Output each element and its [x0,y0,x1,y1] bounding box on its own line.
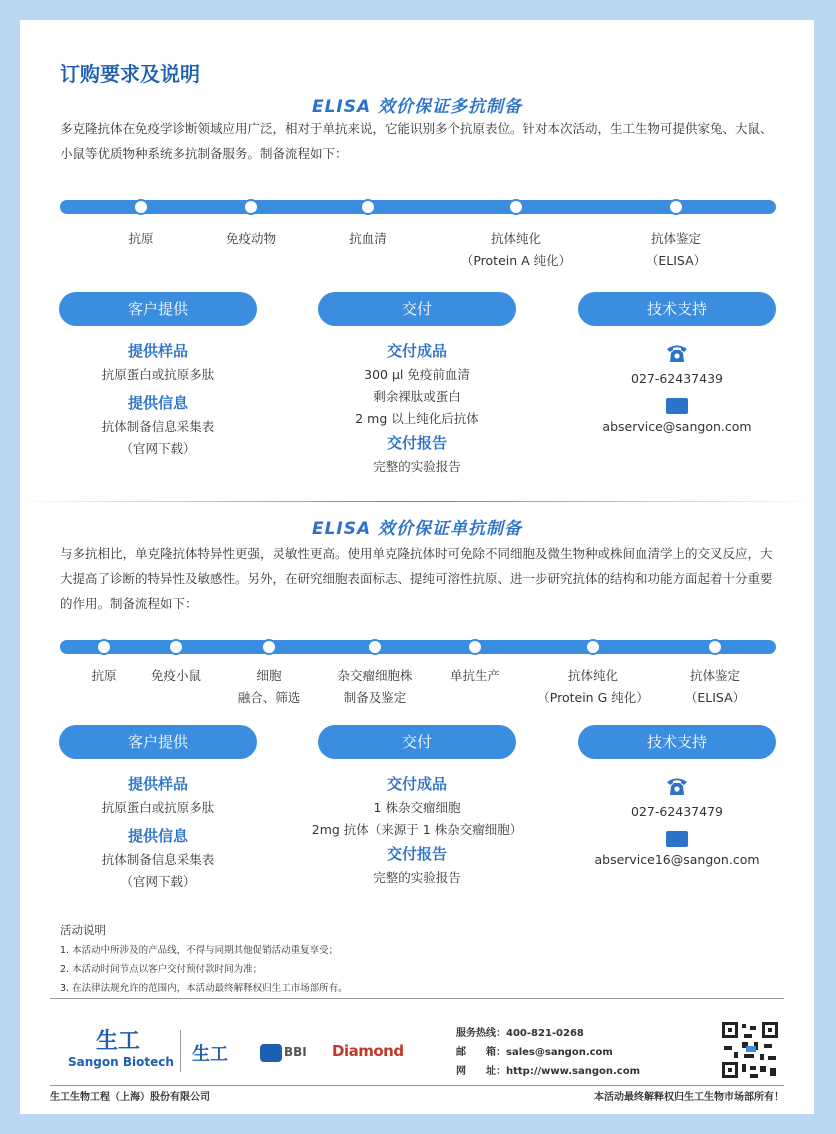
flow-step: 抗体纯化 （Protein A 纯化） [460,231,572,268]
polyclonal-section-title: ELISA 效价保证多抗制备 [311,97,523,117]
delivery-column [298,771,536,889]
flow-dot [668,199,684,215]
column-text: （官网下载） [120,874,196,889]
flow-dot [508,199,524,215]
column-heading: 提供样品 [127,342,188,360]
customer-provide-label: 客户提供 [59,292,257,326]
column-heading: 提供信息 [127,394,188,412]
monoclonal-intro: 与多抗相比，单克隆抗体特异性更强，灵敏性更高。使用单克隆抗体时可免除不同细胞及微生物种或株间血清学上的交叉反应，大大提高了诊断的特异性及敏感性。另外，在研究细胞表面标志、提纯可溶性抗原、进一步研究抗体的结构和功能方面起着十分重要的作用。制备流程如下： [60,546,773,611]
delivery-label: 交付 [318,725,516,759]
flow-step: 抗原 [128,231,154,246]
email-icon [666,831,688,847]
flow-step: 抗血清 [349,231,387,246]
tech-support-column [578,771,776,871]
web-label: 网 址： [456,1066,506,1077]
flow-step: 抗体纯化 （Protein G 纯化） [537,668,649,705]
support-email[interactable]: abservice@sangon.com [602,419,752,434]
column-text: 抗体制备信息采集表 [101,419,215,434]
column-text: 剩余裸肽或蛋白 [373,389,461,404]
footer-email[interactable]: sales@sangon.com [506,1047,613,1058]
flow-step: 抗原 [91,668,117,683]
email-label: 邮 箱： [456,1047,506,1058]
flow-dot [243,199,259,215]
tech-support-label: 技术支持 [578,292,776,326]
flow-step: 杂交瘤细胞株 制备及鉴定 [337,668,413,705]
brand-diamond: Diamond [332,1042,404,1060]
column-heading: 交付报告 [386,434,447,452]
footer-bottom-rule [50,1085,784,1086]
brand-sangon-small: 生工 [192,1044,228,1065]
customer-provide-column [59,771,257,893]
column-text: 抗原蛋白或抗原多肽 [101,367,215,382]
logo-en: Sangon Biotech [68,1055,174,1069]
flow-step: 抗体鉴定 （ELISA） [684,668,746,705]
flow-step: 免疫动物 [225,231,277,246]
notes-title: 活动说明 [60,923,106,937]
email-icon [666,398,688,414]
flow-dot [168,639,184,655]
page-sheet [20,20,814,1114]
qr-code-icon [720,1020,780,1080]
flow-dot [360,199,376,215]
flow-dot [261,639,277,655]
logo-separator [180,1030,181,1072]
footer-website[interactable]: http://www.sangon.com [506,1066,640,1077]
support-phone: 027-62437479 [631,804,723,819]
flow-step: 抗体鉴定 （ELISA） [645,231,707,268]
phone-icon [665,341,689,365]
column-text: 完整的实验报告 [373,459,461,474]
brand-bbi: BBI [284,1045,307,1059]
flow-dot [96,639,112,655]
delivery-label: 交付 [318,292,516,326]
column-heading: 交付报告 [386,845,447,863]
page-title: 订购要求及说明 [60,62,200,86]
customer-provide-label: 客户提供 [59,725,257,759]
activity-notes [60,919,348,998]
sangon-logo [68,1029,174,1070]
note-item: 2. 本活动时间节点以客户交付预付款时间为准； [60,964,263,975]
column-heading: 提供信息 [127,827,188,845]
column-heading: 交付成品 [386,342,447,360]
column-text: 抗原蛋白或抗原多肽 [101,800,215,815]
column-text: 2mg 抗体（来源于 1 株杂交瘤细胞） [311,822,523,837]
support-email[interactable]: abservice16@sangon.com [594,852,760,867]
customer-provide-column [59,338,257,460]
note-item: 1. 本活动中所涉及的产品线，不得与同期其他促销活动重复享受； [60,945,339,956]
delivery-column [318,338,516,478]
flow-dot [133,199,149,215]
flow-step: 细胞 融合、筛选 [237,668,301,705]
tech-support-label: 技术支持 [578,725,776,759]
note-item: 3. 在法律法规允许的范围内，本活动最终解释权归生工市场部所有。 [60,983,348,994]
contact-info [456,1024,640,1081]
tech-support-column [578,338,776,438]
section-divider [20,501,814,502]
company-name: 生工生物工程（上海）股份有限公司 [50,1092,210,1103]
phone-icon [665,774,689,798]
column-text: （官网下载） [120,441,196,456]
flow-step: 单抗生产 [449,668,501,683]
bbi-logo-icon [260,1044,282,1062]
support-phone: 027-62437439 [631,371,723,386]
flow-dot [367,639,383,655]
flow-dot [585,639,601,655]
footer-top-rule [50,998,784,999]
flow-dot [707,639,723,655]
rights-statement: 本活动最终解释权归生工生物市场部所有！ [594,1092,784,1103]
logo-cn: 生工 [95,1029,140,1054]
column-text: 1 株杂交瘤细胞 [373,800,461,815]
service-hotline: 服务热线：400-821-0268 [456,1028,584,1039]
flow-step: 免疫小鼠 [150,668,202,683]
column-heading: 提供样品 [127,775,188,793]
polyclonal-intro: 多克隆抗体在免疫学诊断领域应用广泛，相对于单抗来说，它能识别多个抗原表位。针对本次活动，生工生物可提供家兔、大鼠、小鼠等优质物种系统多抗制备服务。制备流程如下： [60,121,773,161]
column-heading: 交付成品 [386,775,447,793]
column-text: 抗体制备信息采集表 [101,852,215,867]
column-text: 完整的实验报告 [373,870,461,885]
column-text: 2 mg 以上纯化后抗体 [355,411,479,426]
monoclonal-section-title: ELISA 效价保证单抗制备 [311,519,523,539]
column-text: 300 µl 免疫前血清 [364,367,470,382]
flow-dot [467,639,483,655]
